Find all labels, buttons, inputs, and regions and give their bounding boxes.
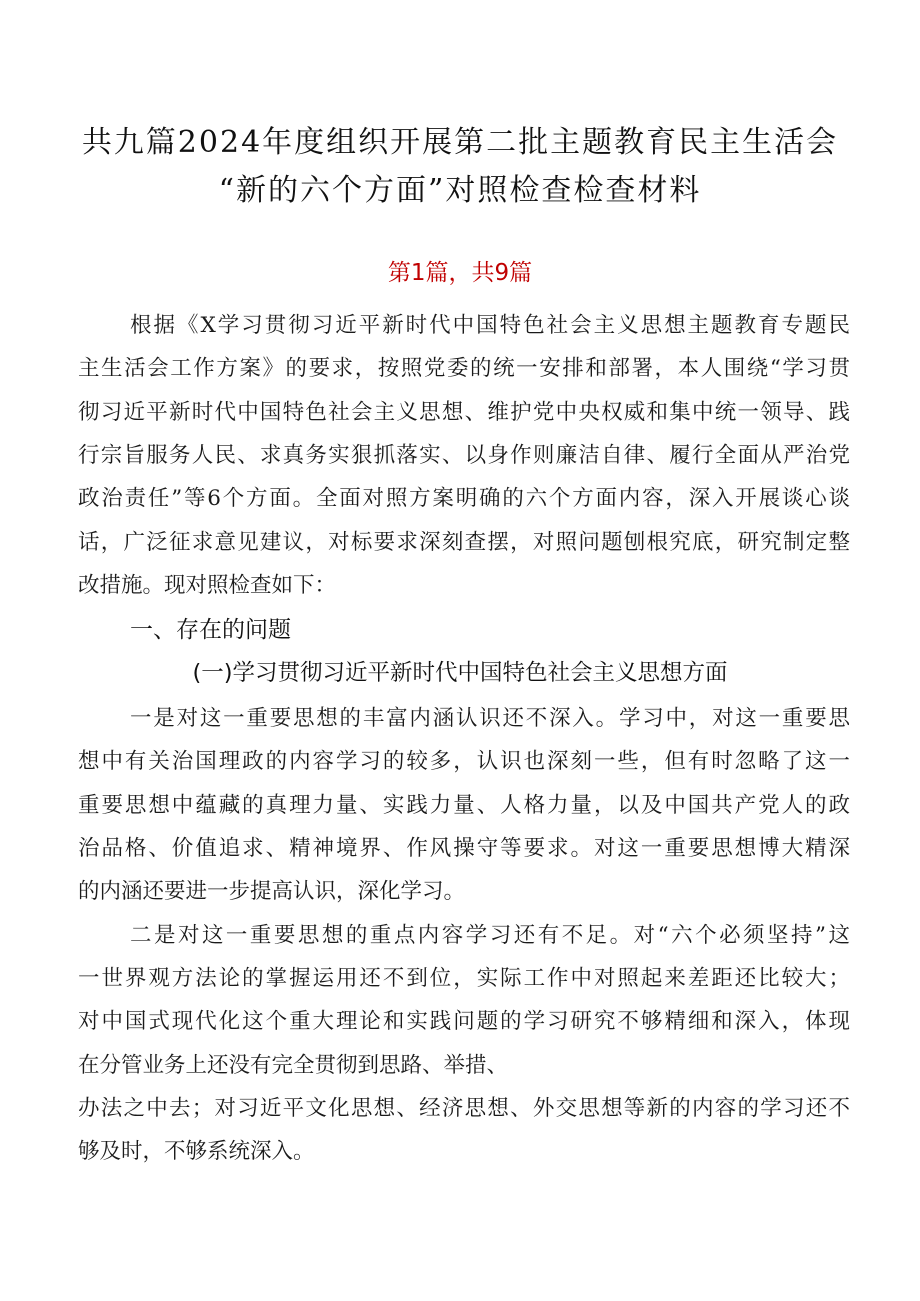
document-title-line-2: “新的六个方面”对照检查检查材料 — [218, 173, 702, 208]
document-title-line-1: 共九篇2024年度组织开展第二批主题教育民主生活会 — [81, 125, 839, 160]
paragraph-3-line: 在分管业务上还没有完全贯彻到思路、举措、 — [78, 1053, 509, 1078]
paragraph-2-line: 一是对这一重要思想的丰富内涵认识还不深入。学习中，对这一重要思 — [130, 706, 850, 731]
paragraph-3-line: 对中国式现代化这个重大理论和实践问题的学习研究不够精细和深入，体现 — [78, 1009, 850, 1034]
paragraph-2-line: 治品格、价值追求、精神境界、作风操守等要求。对这一重要思想博大精深 — [78, 836, 850, 861]
paragraph-1-line: 主生活会工作方案》的要求，按照党委的统一安排和部署，本人围绕“学习贯 — [78, 356, 850, 381]
paragraph-1-line: 政治责任”等6个方面。全面对照方案明确的六个方面内容，深入开展谈心谈 — [78, 486, 850, 511]
paragraph-3-line: 够及时，不够系统深入。 — [78, 1139, 315, 1164]
paragraph-1-line: 彻习近平新时代中国特色社会主义思想、维护党中央权威和集中统一领导、践 — [78, 400, 850, 425]
paragraph-1-line: 根据《X学习贯彻习近平新时代中国特色社会主义思想主题教育专题民 — [130, 313, 850, 338]
paragraph-1-line: 行宗旨服务人民、求真务实狠抓落实、以身作则廉洁自律、履行全面从严治党 — [78, 443, 850, 468]
section-heading: 一、存在的问题 — [130, 617, 291, 643]
paragraph-2-line: 的内涵还要进一步提高认识，深化学习。 — [78, 879, 466, 904]
paragraph-3-line: 二是对这一重要思想的重点内容学习还有不足。对“六个必须坚持”这 — [130, 923, 850, 948]
paragraph-2-line: 想中有关治国理政的内容学习的较多，认识也深刻一些，但有时忽略了这一 — [78, 749, 850, 774]
paragraph-1-line: 话，广泛征求意见建议，对标要求深刻查摆，对照问题刨根究底，研究制定整 — [78, 530, 850, 555]
subsection-heading: (一)学习贯彻习近平新时代中国特色社会主义思想方面 — [192, 660, 728, 686]
paragraph-1-line: 改措施。现对照检查如下： — [78, 573, 337, 598]
paragraph-3-line: 一世界观方法论的掌握运用还不到位，实际工作中对照起来差距还比较大； — [78, 966, 850, 991]
paragraph-3-line: 办法之中去；对习近平文化思想、经济思想、外交思想等新的内容的学习还不 — [78, 1096, 850, 1121]
paragraph-2-line: 重要思想中蕴藏的真理力量、实践力量、人格力量，以及中国共产党人的政 — [78, 793, 850, 818]
part-label: 第1篇，共9篇 — [387, 260, 533, 286]
